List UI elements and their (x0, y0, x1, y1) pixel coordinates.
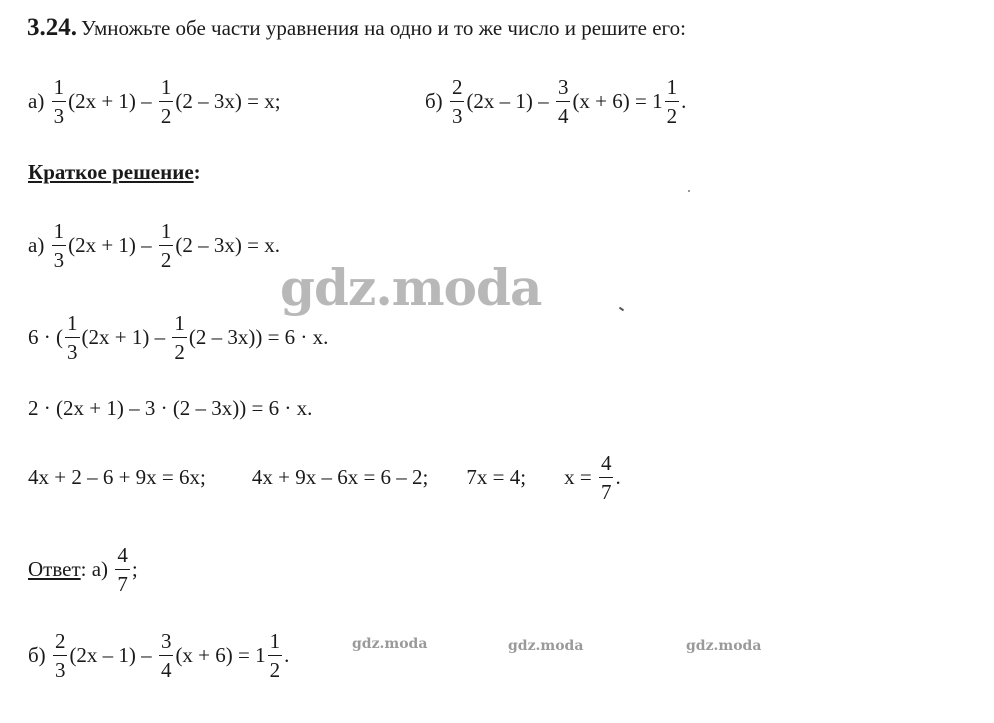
solution-line-b (28, 630, 289, 681)
solution-heading (28, 160, 201, 184)
expr-text: . (681, 89, 687, 113)
expr-text: ; (131, 557, 138, 581)
fraction: $\frac{3}{4}$ (160, 629, 172, 682)
expr-text: (2x – 1) – (69, 643, 152, 667)
solution-line-3: 2 · (2x + 1) – 3 · (2 – 3x)) = 6 · x. (28, 396, 313, 420)
solution-heading-text: Краткое решение (28, 160, 194, 184)
scan-speck (688, 190, 690, 192)
expr-text: (2 – 3x) = x; (175, 89, 281, 113)
fraction: $\frac{1}{3}$ (67, 311, 78, 364)
equation-step: 4x + 9x – 6x = 6 – 2; (251, 465, 429, 489)
task-a-label: а) (28, 89, 45, 113)
problem-header (27, 14, 686, 42)
solution-line-1 (28, 220, 280, 271)
fraction: $\frac{1}{3}$ (53, 75, 65, 128)
fraction: $\frac{4}{7}$ (117, 543, 128, 596)
expr-text: (2 – 3x)) = 6 · x. (188, 325, 329, 349)
answer-label: Ответ (28, 557, 81, 581)
answer-part-a: а) (91, 557, 109, 581)
expr-text: (2x – 1) – (466, 89, 549, 113)
fraction: $\frac{4}{7}$ (600, 451, 612, 504)
task-a-equation (28, 76, 281, 127)
expr-text: (x + 6) = 1 (572, 89, 663, 113)
expr-text: . (284, 643, 290, 667)
fraction: $\frac{1}{2}$ (160, 75, 172, 128)
expr-text: . (615, 465, 621, 489)
fraction: $\frac{2}{3}$ (451, 75, 463, 128)
expr-text: (2x + 1) – (68, 233, 152, 257)
fraction: $\frac{1}{2}$ (269, 629, 281, 682)
watermark-small: gdz.moda (508, 638, 584, 654)
equation-step: x = (564, 465, 592, 489)
watermark-small: gdz.moda (686, 638, 762, 654)
fraction: $\frac{1}{2}$ (174, 311, 185, 364)
fraction: $\frac{3}{4}$ (557, 75, 569, 128)
expr-text: (2x + 1) – (68, 89, 152, 113)
problem-number: 3.24. (27, 14, 77, 41)
solution-line-2 (28, 312, 328, 363)
solution-line-4 (28, 452, 621, 503)
fraction: $\frac{1}{2}$ (160, 219, 172, 272)
problem-statement: Умножьте обе части уравнения на одно и то же число и решите его: (81, 16, 686, 40)
expr-text: (x + 6) = 1 (175, 643, 266, 667)
expr-text: (2 – 3x) = x. (175, 233, 281, 257)
scan-speck (619, 307, 624, 312)
equation-step: 7x = 4; (466, 465, 527, 489)
fraction: $\frac{1}{3}$ (53, 219, 65, 272)
fraction: $\frac{2}{3}$ (54, 629, 66, 682)
solution-heading-colon: : (193, 160, 201, 184)
equation-step: 4x + 2 – 6 + 9x = 6x; (28, 465, 206, 489)
watermark-large: gdz.moda (280, 258, 542, 317)
task-b-equation (425, 76, 686, 127)
answer-colon: : (80, 557, 87, 581)
solution-label-b: б) (28, 643, 46, 667)
expr-text: 6 · ( (28, 325, 63, 349)
watermark-small: gdz.moda (352, 636, 428, 652)
answer-line (28, 544, 138, 595)
fraction: $\frac{1}{2}$ (666, 75, 678, 128)
expr-text: (2x + 1) – (81, 325, 166, 349)
solution-label-a: а) (28, 233, 45, 257)
task-b-label: б) (425, 89, 443, 113)
